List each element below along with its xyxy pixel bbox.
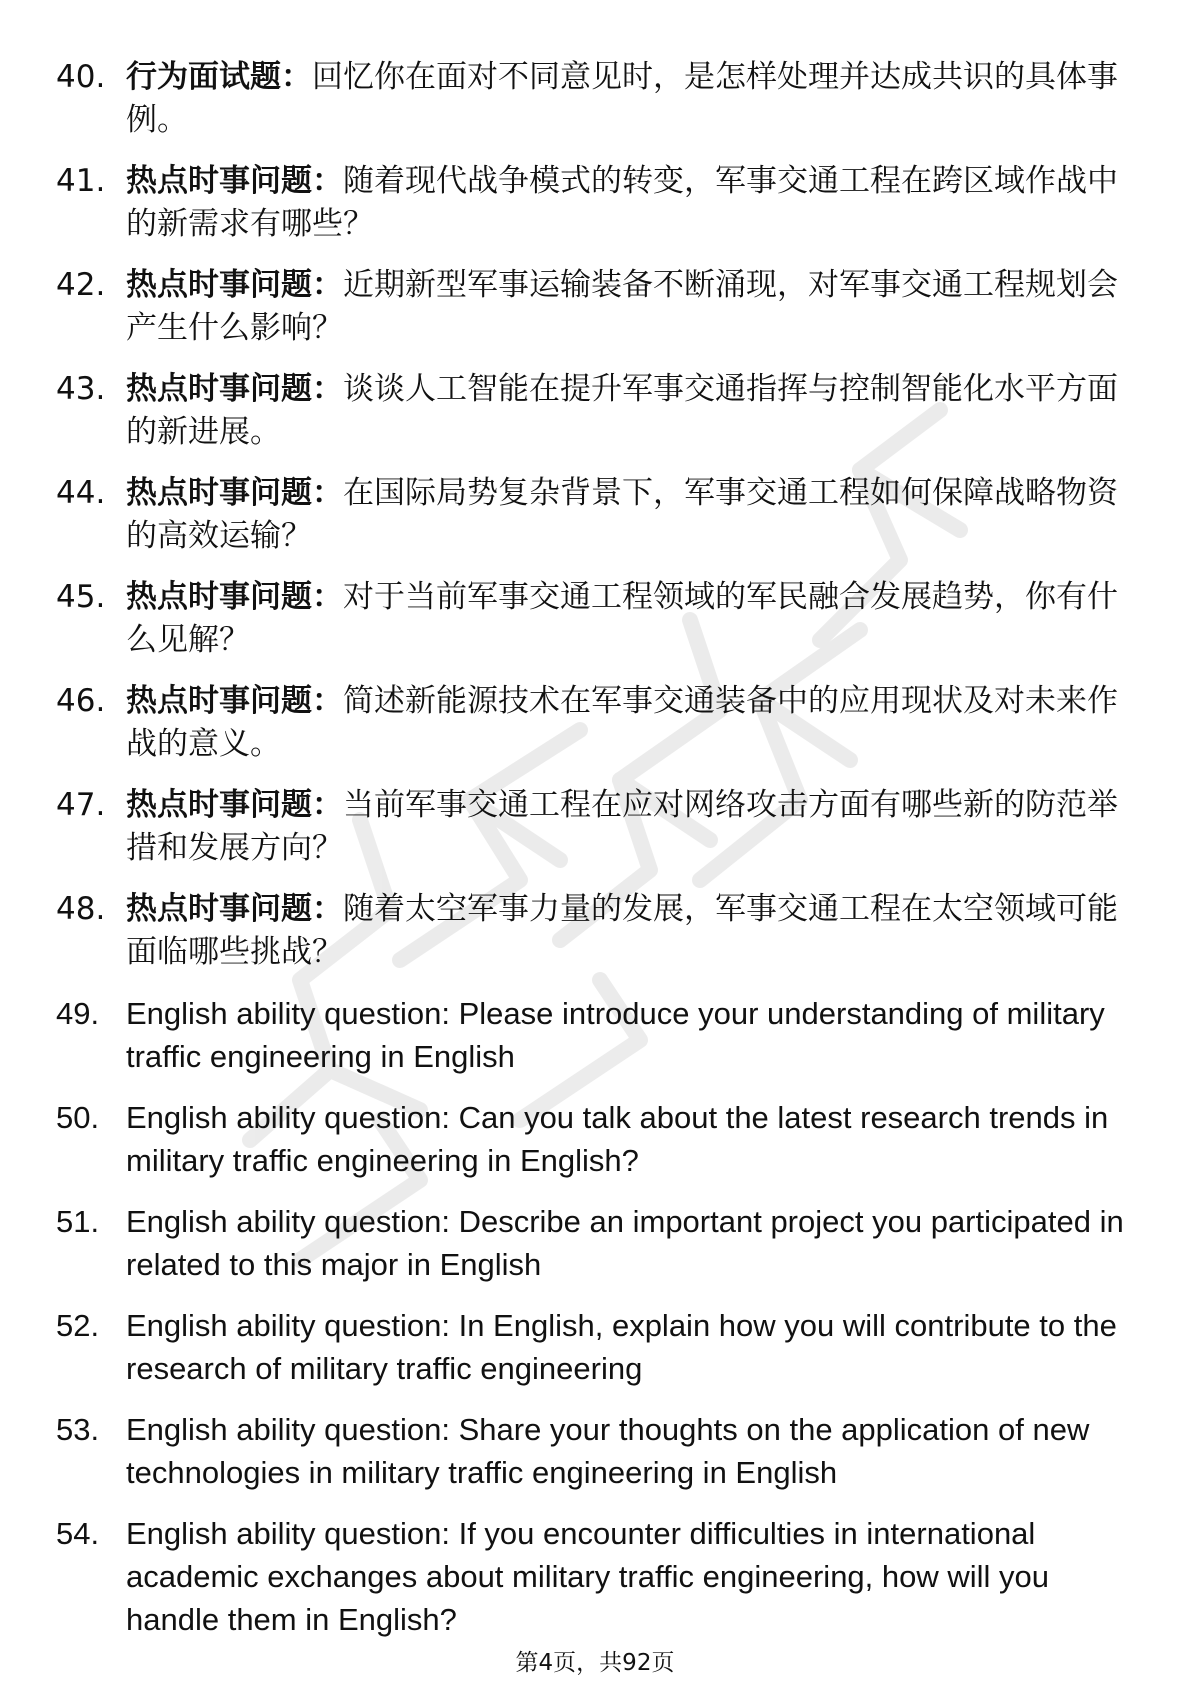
question-number: 41.: [56, 163, 106, 199]
question-text: 近期新型军事运输装备不断涌现，对军事交通工程规划会产生什么影响？: [126, 267, 1118, 346]
question-number: 48.: [56, 891, 106, 927]
question-number: 40.: [56, 59, 106, 95]
question-body: [126, 888, 1136, 974]
question-category: 行为面试题：: [126, 59, 312, 95]
question-number: 51.: [56, 1204, 100, 1239]
question-text: 随着太空军事力量的发展，军事交通工程在太空领域可能面临哪些挑战？: [126, 891, 1118, 970]
question-category: 热点时事问题：: [126, 683, 343, 719]
question-number: 43.: [56, 371, 106, 407]
question-number: 53.: [56, 1412, 100, 1447]
question-text: English ability question: Share your thoughts on the application of new technologies in military traffic engineering in English: [126, 1412, 1090, 1490]
question-text: 对于当前军事交通工程领域的军民融合发展趋势，你有什么见解？: [126, 579, 1118, 658]
question-category: 热点时事问题：: [126, 787, 343, 823]
question-item: [56, 56, 1136, 142]
question-item: [56, 160, 1136, 246]
question-body: [126, 784, 1136, 870]
question-number: 45.: [56, 579, 106, 615]
question-body: [126, 264, 1136, 350]
question-category: 热点时事问题：: [126, 475, 343, 511]
question-body: [126, 56, 1136, 142]
question-category: 热点时事问题：: [126, 267, 343, 303]
question-text: 随着现代战争模式的转变，军事交通工程在跨区域作战中的新需求有哪些？: [126, 163, 1118, 242]
question-item: [56, 264, 1136, 350]
question-text: English ability question: Please introduce your understanding of military traffic engineering in English: [126, 996, 1105, 1074]
question-number: 46.: [56, 683, 106, 719]
question-text: 简述新能源技术在军事交通装备中的应用现状及对未来作战的意义。: [126, 683, 1118, 762]
question-item: [56, 1512, 1136, 1641]
question-category: 热点时事问题：: [126, 891, 343, 927]
question-item: [56, 1200, 1136, 1286]
question-category: 热点时事问题：: [126, 163, 343, 199]
page-number: 第4页，共92页: [515, 1650, 675, 1676]
question-item: [56, 1304, 1136, 1390]
question-text: English ability question: Describe an important project you participated in related to this major in English: [126, 1204, 1124, 1282]
question-item: [56, 992, 1136, 1078]
question-number: 52.: [56, 1308, 100, 1343]
question-text: 回忆你在面对不同意见时，是怎样处理并达成共识的具体事例。: [126, 59, 1118, 138]
question-category: 热点时事问题：: [126, 371, 343, 407]
question-number: 47.: [56, 787, 106, 823]
question-item: [56, 784, 1136, 870]
question-body: [126, 680, 1136, 766]
question-text: English ability question: If you encounter difficulties in international academic exchanges about military traffic engineering, how will you handle them in English?: [126, 1516, 1050, 1637]
question-number: 42.: [56, 267, 106, 303]
question-text: 在国际局势复杂背景下，军事交通工程如何保障战略物资的高效运输？: [126, 475, 1118, 554]
question-list: [56, 56, 1136, 1659]
question-number: 54.: [56, 1516, 100, 1551]
question-number: 44.: [56, 475, 106, 511]
question-body: [126, 368, 1136, 454]
question-category: 热点时事问题：: [126, 579, 343, 615]
question-body: [126, 576, 1136, 662]
question-item: [56, 368, 1136, 454]
question-item: [56, 1096, 1136, 1182]
question-text: 当前军事交通工程在应对网络攻击方面有哪些新的防范举措和发展方向？: [126, 787, 1118, 866]
question-item: [56, 576, 1136, 662]
question-item: [56, 680, 1136, 766]
question-text: English ability question: Can you talk about the latest research trends in military traffic engineering in English?: [126, 1100, 1109, 1178]
question-text: 谈谈人工智能在提升军事交通指挥与控制智能化水平方面的新进展。: [126, 371, 1118, 450]
question-number: 50.: [56, 1100, 100, 1135]
question-number: 49.: [56, 996, 100, 1031]
question-text: English ability question: In English, explain how you will contribute to the research of military traffic engineering: [126, 1308, 1117, 1386]
question-body: [126, 160, 1136, 246]
question-item: [56, 888, 1136, 974]
question-item: [56, 1408, 1136, 1494]
question-item: [56, 472, 1136, 558]
question-body: [126, 472, 1136, 558]
